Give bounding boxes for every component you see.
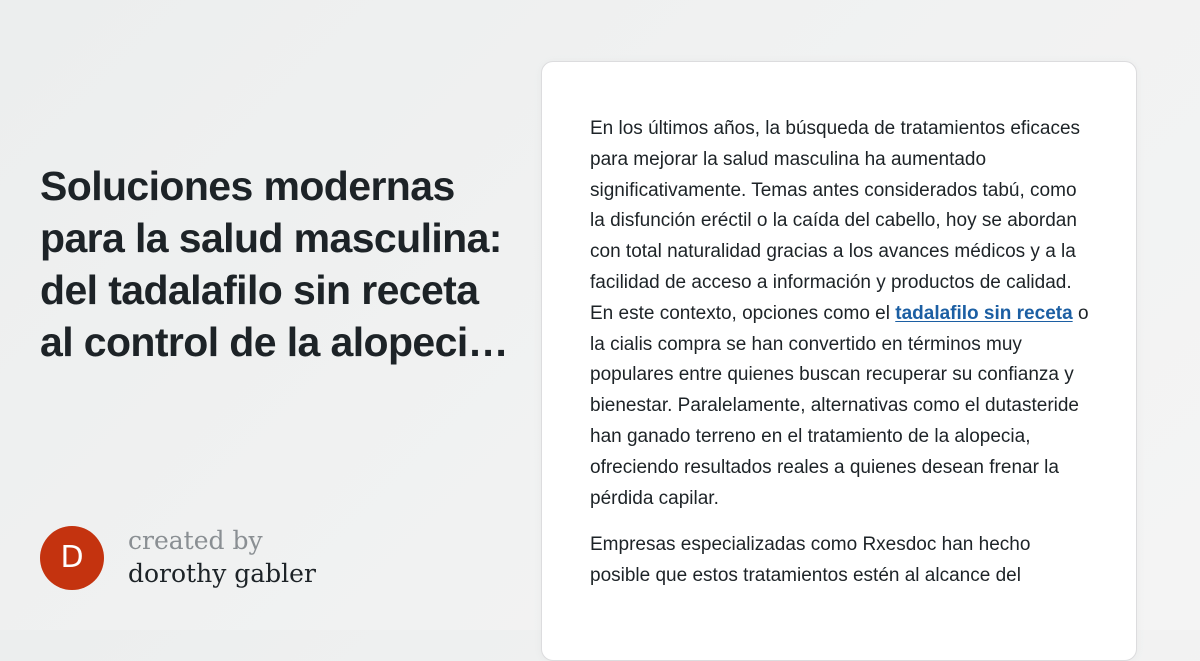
excerpt-paragraph-2: Empresas especializadas como Rxesdoc han hecho posible que estos tratamientos estén al alcance del (590, 534, 1031, 587)
post-header (40, 0, 510, 630)
created-by-label: created by (128, 526, 263, 555)
excerpt-card (541, 61, 1137, 661)
excerpt-text-before-link: En los últimos años, la búsqueda de tratamientos eficaces para mejorar la salud masculina ha aumentado significativamente. Temas antes considerados tabú, como la disfunción eréctil o la caída del cabello, hoy se abordan con total naturalidad gracias a los avances médicos y a la facilidad de acceso a información y productos de calidad. En este contexto, opciones como el (590, 118, 1081, 324)
excerpt-text-after-link: o la cialis compra se han convertido en términos muy populares entre quienes buscan recuperar su confianza y bienestar. Paralelamente, alternativas como el dutasteride han ganado terreno en el tratamiento de la alopecia, ofreciendo resultados reales a quienes desean frenar la pérdida capilar. (590, 302, 1089, 509)
tadalafilo-link[interactable]: tadalafilo sin receta (895, 302, 1073, 324)
post-title: Soluciones modernas para la salud masculina: del tadalafilo sin receta al control de la alopeci… (40, 163, 509, 365)
author-name: dorothy gabler (128, 559, 316, 588)
author-avatar: D (40, 526, 104, 590)
excerpt-paragraph-1 (590, 114, 1090, 514)
excerpt-body (590, 114, 1090, 608)
author-text (128, 525, 316, 591)
author-block (40, 525, 316, 591)
